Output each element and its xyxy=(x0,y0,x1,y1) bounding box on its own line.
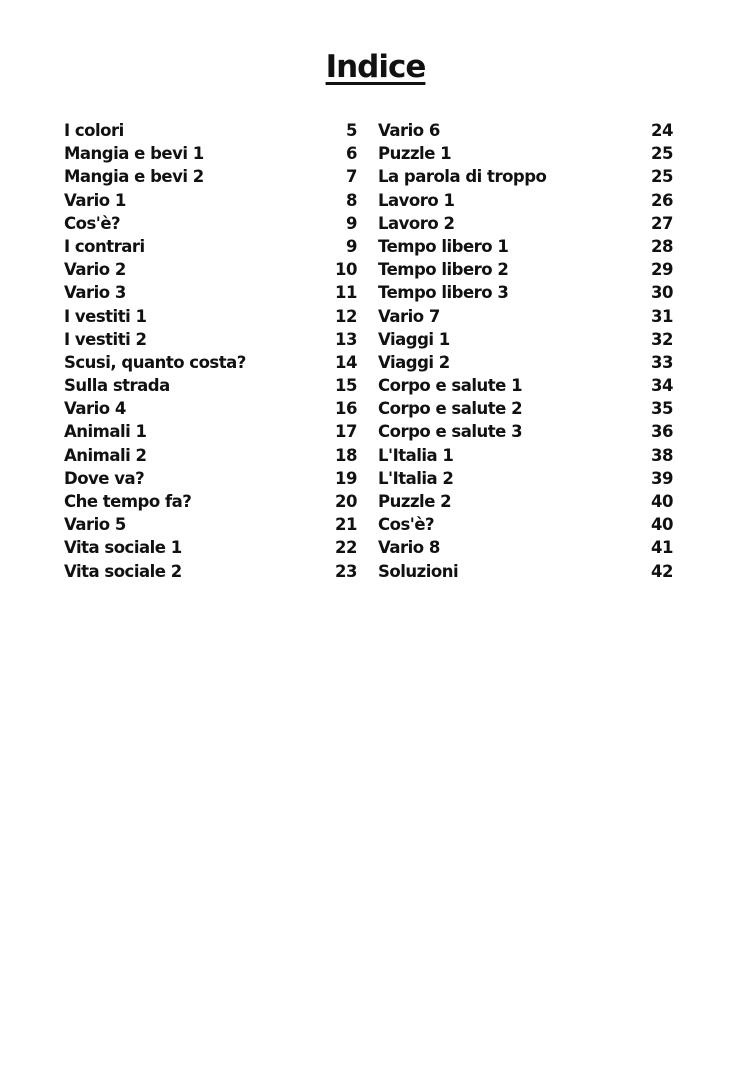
index-entry xyxy=(378,513,673,536)
index-entry-label: Dove va? xyxy=(64,468,145,488)
index-entry-label: Mangia e bevi 2 xyxy=(64,167,204,187)
index-entry xyxy=(64,467,357,490)
index-entry-page-number: 6 xyxy=(346,144,357,164)
index-entry-label: I vestiti 1 xyxy=(64,306,147,326)
index-entry xyxy=(378,536,673,559)
index-entry-label: Vario 1 xyxy=(64,190,126,210)
index-entry-page-number: 15 xyxy=(335,376,357,396)
index-entry-page-number: 31 xyxy=(651,306,673,326)
index-entry-page-number: 33 xyxy=(651,352,673,372)
index-entry-page-number: 9 xyxy=(346,213,357,233)
index-entry-label: I vestiti 2 xyxy=(64,329,147,349)
index-entry xyxy=(378,351,673,374)
index-entry-label: Corpo e salute 1 xyxy=(378,376,523,396)
index-entry-page-number: 28 xyxy=(651,236,673,256)
index-entry xyxy=(378,142,673,165)
index-entry-label: Vario 5 xyxy=(64,515,126,535)
index-entry-label: Vario 6 xyxy=(378,121,440,140)
index-entry-label: Che tempo fa? xyxy=(64,492,192,511)
index-entry xyxy=(378,235,673,258)
index-entry xyxy=(378,374,673,397)
index-entry-label: Puzzle 2 xyxy=(378,492,452,511)
index-entry-page-number: 32 xyxy=(651,329,673,349)
index-entry-label: Cos'è? xyxy=(378,515,435,535)
index-entry-page-number: 18 xyxy=(335,445,357,465)
index-entry-page-number: 23 xyxy=(335,561,357,581)
index-entry-page-number: 27 xyxy=(651,213,673,233)
index-entry xyxy=(64,420,357,443)
index-entry xyxy=(64,281,357,304)
index-entry xyxy=(64,119,357,142)
index-entry-page-number: 16 xyxy=(335,399,357,419)
index-entry-label: Vario 8 xyxy=(378,538,440,558)
index-entry xyxy=(378,212,673,235)
index-entry-page-number: 10 xyxy=(335,260,357,280)
index-entry xyxy=(64,490,357,513)
index-entry-label: Animali 1 xyxy=(64,422,147,442)
index-entry-label: Vita sociale 2 xyxy=(64,561,182,581)
index-entry-label: Corpo e salute 3 xyxy=(378,422,523,442)
index-entry xyxy=(378,119,673,142)
index-entry xyxy=(378,281,673,304)
index-entry-page-number: 21 xyxy=(335,515,357,535)
index-entry-label: Scusi, quanto costa? xyxy=(64,352,246,372)
index-entry-label: Vario 2 xyxy=(64,260,126,280)
index-entry-page-number: 19 xyxy=(335,468,357,488)
index-entry-label: Tempo libero 1 xyxy=(378,236,509,256)
index-entry-label: L'Italia 2 xyxy=(378,468,454,488)
index-entry-label: Cos'è? xyxy=(64,213,121,233)
index-entry-page-number: 41 xyxy=(651,538,673,558)
index-entry xyxy=(378,560,673,583)
index-entry-page-number: 9 xyxy=(346,236,357,256)
index-entry-page-number: 42 xyxy=(651,561,673,581)
index-entry-label: Lavoro 2 xyxy=(378,213,455,233)
index-entry xyxy=(378,328,673,351)
index-entry-page-number: 39 xyxy=(651,468,673,488)
index-entry-page-number: 14 xyxy=(335,352,357,372)
index-entry-label: Soluzioni xyxy=(378,561,459,581)
index-entry xyxy=(378,467,673,490)
index-entry xyxy=(64,351,357,374)
index-entry xyxy=(64,513,357,536)
index-entry xyxy=(378,444,673,467)
index-entry-page-number: 12 xyxy=(335,306,357,326)
index-entry xyxy=(64,258,357,281)
index-entry-label: Puzzle 1 xyxy=(378,144,452,164)
index-entry-page-number: 11 xyxy=(335,283,357,303)
index-entry-page-number: 26 xyxy=(651,190,673,210)
index-entry xyxy=(378,189,673,212)
index-entry xyxy=(64,560,357,583)
index-entry xyxy=(64,328,357,351)
index-entry-label: Animali 2 xyxy=(64,445,147,465)
index-entry-label: L'Italia 1 xyxy=(378,445,454,465)
index-entry xyxy=(64,397,357,420)
index-entry-page-number: 24 xyxy=(651,121,673,140)
index-entry xyxy=(378,397,673,420)
index-entry-page-number: 20 xyxy=(335,492,357,511)
index-entry xyxy=(378,258,673,281)
index-entry-page-number: 30 xyxy=(651,283,673,303)
index-entry-label: Viaggi 2 xyxy=(378,352,450,372)
index-entry-page-number: 36 xyxy=(651,422,673,442)
index-entry-label: Viaggi 1 xyxy=(378,329,450,349)
index-entry xyxy=(64,212,357,235)
index-entry xyxy=(64,444,357,467)
index-entry-label: I contrari xyxy=(64,236,145,256)
index-entry-label: Corpo e salute 2 xyxy=(378,399,523,419)
index-entry xyxy=(64,305,357,328)
index-entry-page-number: 29 xyxy=(651,260,673,280)
index-entry-page-number: 35 xyxy=(651,399,673,419)
index-entry-page-number: 25 xyxy=(651,144,673,164)
index-entry xyxy=(64,142,357,165)
index-entry-label: Lavoro 1 xyxy=(378,190,455,210)
index-entry-label: Vario 3 xyxy=(64,283,126,303)
index-entry-label: La parola di troppo xyxy=(378,167,547,187)
index-entry xyxy=(378,490,673,513)
index-entry xyxy=(64,165,357,188)
index-entry-page-number: 17 xyxy=(335,422,357,442)
index-entry-page-number: 7 xyxy=(346,167,357,187)
index-column-left xyxy=(64,119,357,583)
index-entry-label: Tempo libero 2 xyxy=(378,260,509,280)
index-entry-page-number: 22 xyxy=(335,538,357,558)
page-title xyxy=(0,49,751,85)
index-entry-label: Mangia e bevi 1 xyxy=(64,144,204,164)
index-entry-page-number: 8 xyxy=(346,190,357,210)
index-entry-page-number: 40 xyxy=(651,492,673,511)
index-entry-label: Vario 7 xyxy=(378,306,440,326)
index-entry xyxy=(64,235,357,258)
index-entry xyxy=(378,305,673,328)
index-entry xyxy=(64,374,357,397)
index-entry xyxy=(378,165,673,188)
index-entry-label: Vario 4 xyxy=(64,399,126,419)
index-entry-page-number: 5 xyxy=(346,121,357,140)
index-entry-label: Vita sociale 1 xyxy=(64,538,182,558)
index-entry-page-number: 34 xyxy=(651,376,673,396)
index-column-right xyxy=(378,119,673,583)
page-title-text: Indice xyxy=(325,49,426,85)
index-entry xyxy=(64,536,357,559)
index-entry-label: Tempo libero 3 xyxy=(378,283,509,303)
index-entry-label: Sulla strada xyxy=(64,376,170,396)
index-entry-page-number: 13 xyxy=(335,329,357,349)
index-entry-page-number: 40 xyxy=(651,515,673,535)
index-entry-label: I colori xyxy=(64,121,124,140)
index-entry-page-number: 25 xyxy=(651,167,673,187)
index-entry xyxy=(64,189,357,212)
index-entry xyxy=(378,420,673,443)
index-entry-page-number: 38 xyxy=(651,445,673,465)
